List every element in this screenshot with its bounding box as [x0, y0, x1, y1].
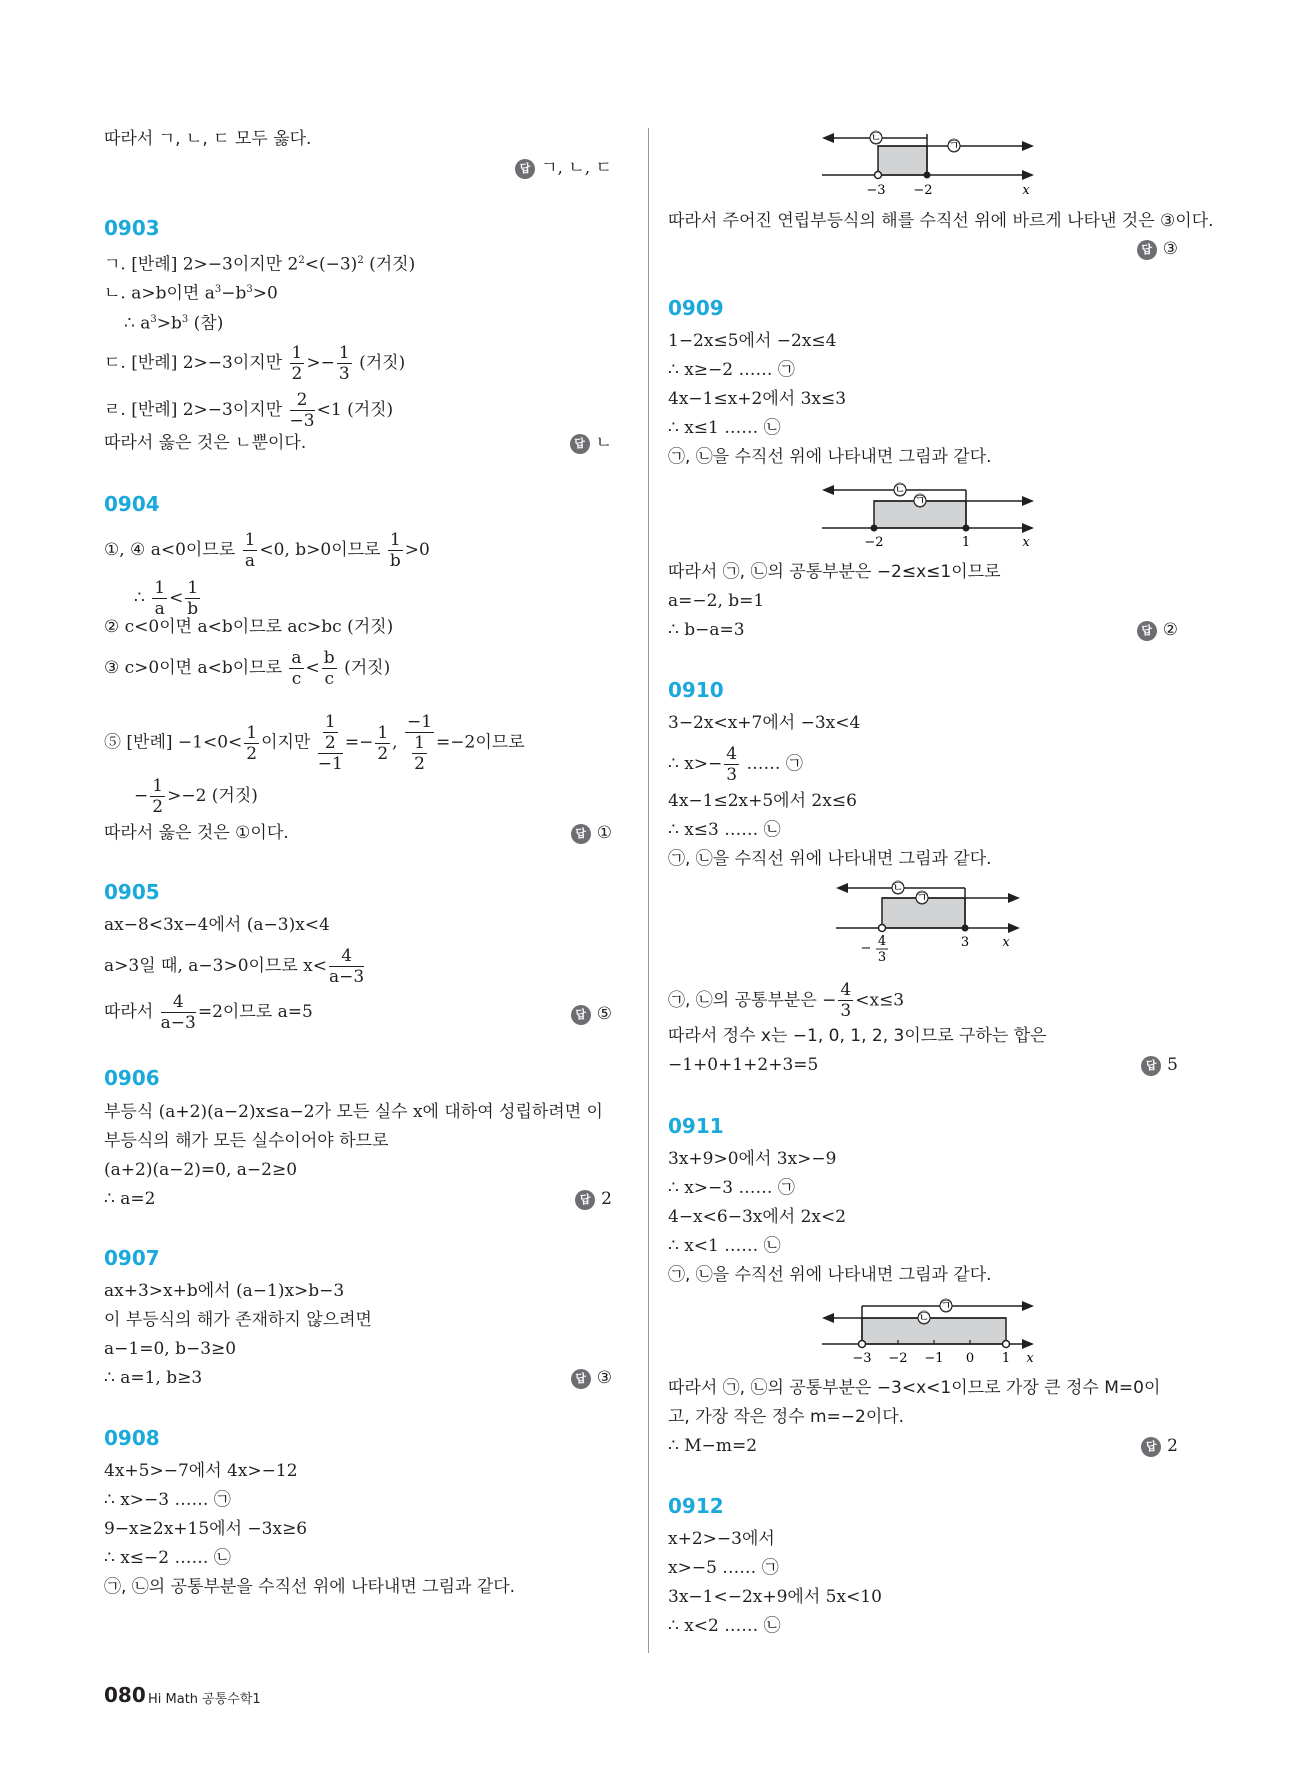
number-line-diagram	[834, 880, 1034, 962]
text-line: 고, 가장 작은 정수 m=−2이다.	[668, 1407, 905, 1427]
closed-point	[924, 172, 931, 179]
tick-label: 3	[960, 935, 970, 950]
open-point	[1003, 1341, 1010, 1348]
text-line: ㉠, ㉡을 수직선 위에 나타내면 그림과 같다.	[668, 447, 992, 467]
text-line: 3x+9>0에서 3x>−9	[668, 1149, 837, 1169]
text-line: 따라서 정수 x는 −1, 0, 1, 2, 3이므로 구하는 합은	[668, 1026, 1047, 1046]
open-point	[875, 172, 882, 179]
book-title: Hi Math 공통수학1	[148, 1692, 261, 1707]
text-line: 9−x≥2x+15에서 −3x≥6	[104, 1519, 308, 1539]
text-line: 이 부등식의 해가 존재하지 않으려면	[104, 1310, 372, 1330]
text-line: ∴ b−a=3	[668, 620, 745, 640]
answer: 답 ⑤	[571, 1003, 612, 1025]
text-line: ⑤ [반례] −1<0< $\frac{1}{2}$ 이지만 $\frac{\frac{1}{2}}{-1}$ =− $\frac{1}{2}$ , $\frac{-1}{\frac{1}{2}}$ =−2이므로	[104, 712, 525, 774]
axis-label: x	[1022, 183, 1030, 198]
number-line-diagram	[820, 126, 1050, 198]
text-line: 4x−1≤2x+5에서 2x≤6	[668, 791, 857, 811]
text-line: ∴ x≤−2 …… ㉡	[104, 1548, 231, 1568]
text-line: ㄹ. [반례] 2>−3이지만 $\frac{2}{-3}$ <1 (거짓)	[104, 390, 394, 431]
axis-label: x	[1022, 535, 1030, 550]
tick-label: −2	[864, 535, 884, 550]
axis-label: x	[1002, 935, 1010, 950]
problem-number: 0904	[104, 492, 160, 516]
text-line: 따라서 ㄱ, ㄴ, ㄷ 모두 옳다.	[104, 129, 312, 149]
answer: 답 ①	[571, 822, 612, 844]
tick-label: −2	[913, 183, 933, 198]
column-divider	[648, 128, 649, 1653]
text-line: ∴ $\frac{1}{a}$ < $\frac{1}{b}$	[134, 578, 199, 619]
text-line: 따라서 옳은 것은 ①이다.	[104, 823, 289, 843]
number-line-diagram	[820, 1298, 1050, 1364]
tick-label: 3	[877, 950, 887, 962]
text-line: 4x+5>−7에서 4x>−12	[104, 1461, 298, 1481]
tick-label: −	[860, 941, 872, 956]
text-line: ∴ x<1 …… ㉡	[668, 1236, 781, 1256]
region-mark: ㉡	[891, 881, 905, 896]
text-line: ∴ x>−3 …… ㉠	[668, 1178, 795, 1198]
tick-label: 1	[1001, 1351, 1011, 1364]
answer: 답 ③	[1137, 238, 1178, 260]
tick-label: −3	[866, 183, 886, 198]
text-line: ①, ④ a<0이므로 $\frac{1}{a}$ <0, b>0이므로 $\frac{1}{b}$ >0	[104, 530, 430, 571]
text-line: 4−x<6−3x에서 2x<2	[668, 1207, 847, 1227]
answer-badge: 답	[515, 159, 535, 179]
text-line: ∴ a=1, b≥3	[104, 1368, 203, 1388]
text-line: −1+0+1+2+3=5	[668, 1055, 819, 1075]
tick-label: 1	[961, 535, 971, 550]
problem-number: 0906	[104, 1066, 160, 1090]
open-point	[859, 1341, 866, 1348]
text-line: 부등식 (a+2)(a−2)x≤a−2가 모든 실수 x에 대하여 성립하려면 이	[104, 1102, 603, 1122]
text-line: ㉠, ㉡을 수직선 위에 나타내면 그림과 같다.	[668, 1265, 992, 1285]
text-line: ∴ x≥−2 …… ㉠	[668, 360, 795, 380]
text-line: − $\frac{1}{2}$ >−2 (거짓)	[134, 776, 258, 817]
region-mark: ㉡	[917, 1311, 931, 1326]
text-line: ∴ a=2	[104, 1189, 156, 1209]
answer: 답 ②	[1137, 619, 1178, 641]
text-line: a>3일 때, a−3>0이므로 x< $\frac{4}{a-3}$	[104, 946, 365, 987]
text-line: 1−2x≤5에서 −2x≤4	[668, 331, 837, 351]
region-mark: ㉡	[893, 483, 907, 498]
text-line: ㉠, ㉡의 공통부분은 − $\frac{4}{3}$ <x≤3	[668, 980, 905, 1021]
text-line: ax+3>x+b에서 (a−1)x>b−3	[104, 1281, 345, 1301]
tick-label: 0	[965, 1351, 975, 1364]
text-line: a=−2, b=1	[668, 591, 765, 611]
tick-label: −3	[852, 1351, 872, 1364]
text-line: ③ c>0이면 a<b이므로 $\frac{a}{c}$ < $\frac{b}{c}$ (거짓)	[104, 648, 391, 689]
number-line-diagram	[820, 480, 1050, 550]
text-line: ㄱ. [반례] 2>−3이지만 $2^2<(-3)^2$ (거짓)	[104, 254, 416, 275]
problem-number: 0903	[104, 216, 160, 240]
text-line: 4x−1≤x+2에서 3x≤3	[668, 389, 847, 409]
text-line: x>−5 …… ㉠	[668, 1558, 779, 1578]
text-line: (a+2)(a−2)=0, a−2≥0	[104, 1160, 298, 1180]
closed-point	[871, 525, 878, 532]
text-line: 따라서 ㉠, ㉡의 공통부분은 −2≤x≤1이므로	[668, 562, 1001, 582]
answer: 답 ㄱ, ㄴ, ㄷ	[515, 157, 612, 179]
problem-number: 0912	[668, 1494, 724, 1518]
axis-label: x	[1026, 1351, 1034, 1364]
tick-label: −1	[924, 1351, 944, 1364]
text-line: 따라서 주어진 연립부등식의 해를 수직선 위에 바르게 나타낸 것은 ③이다.	[668, 211, 1214, 231]
text-line: 부등식의 해가 모든 실수이어야 하므로	[104, 1131, 389, 1151]
text-line: 따라서 옳은 것은 ㄴ뿐이다.	[104, 433, 307, 453]
text-line: ∴ x≤3 …… ㉡	[668, 820, 781, 840]
text-line: ∴ M−m=2	[668, 1436, 758, 1456]
text-line: a−1=0, b−3≥0	[104, 1339, 237, 1359]
region-mark: ㉠	[915, 891, 929, 906]
text-line: ∴ x>− $\frac{4}{3}$ …… ㉠	[668, 744, 803, 785]
problem-number: 0907	[104, 1246, 160, 1270]
text-line: ∴ $a^3>b^3$ (참)	[124, 313, 224, 334]
problem-number: 0911	[668, 1114, 724, 1138]
open-point	[879, 925, 886, 932]
text-line: ∴ x>−3 …… ㉠	[104, 1490, 231, 1510]
solution-region	[878, 146, 927, 175]
page-number: 080	[104, 1683, 146, 1707]
text-line: ㄴ. a>b이면 $a^3-b^3>0$	[104, 283, 278, 304]
text-line: 따라서 ㉠, ㉡의 공통부분은 −3<x<1이므로 가장 큰 정수 M=0이	[668, 1378, 1161, 1398]
closed-point	[963, 525, 970, 532]
problem-number: 0905	[104, 880, 160, 904]
region-mark: ㉠	[913, 494, 927, 509]
text-line: ∴ x<2 …… ㉡	[668, 1616, 781, 1636]
text-line: 따라서 $\frac{4}{a-3}$ =2이므로 a=5	[104, 992, 313, 1033]
text-line: ∴ x≤1 …… ㉡	[668, 418, 781, 438]
answer: 답 ㄴ	[570, 432, 612, 454]
text-line: 3x−1<−2x+9에서 5x<10	[668, 1587, 882, 1607]
answer: 답 2	[1141, 1435, 1178, 1457]
answer: 답 ③	[571, 1367, 612, 1389]
problem-number: 0908	[104, 1426, 160, 1450]
region-mark: ㉠	[947, 139, 961, 154]
text-line: ax−8<3x−4에서 (a−3)x<4	[104, 915, 330, 935]
text-line: x+2>−3에서	[668, 1529, 775, 1549]
text-line: ② c<0이면 a<b이므로 ac>bc (거짓)	[104, 617, 394, 637]
text-line: 3−2x<x+7에서 −3x<4	[668, 713, 861, 733]
text-line: ㄷ. [반례] 2>−3이지만 $\frac{1}{2}$ >− $\frac{1}{3}$ (거짓)	[104, 343, 406, 384]
answer: 답 5	[1141, 1054, 1178, 1076]
problem-number: 0909	[668, 296, 724, 320]
tick-label: 4	[877, 934, 887, 949]
closed-point	[962, 925, 969, 932]
text-line: ㉠, ㉡을 수직선 위에 나타내면 그림과 같다.	[668, 849, 992, 869]
answer: 답 2	[575, 1188, 612, 1210]
region-mark: ㉡	[869, 131, 883, 146]
region-mark: ㉠	[939, 1299, 953, 1314]
text-line: ㉠, ㉡의 공통부분을 수직선 위에 나타내면 그림과 같다.	[104, 1577, 516, 1597]
tick-label: −2	[888, 1351, 908, 1364]
problem-number: 0910	[668, 678, 724, 702]
